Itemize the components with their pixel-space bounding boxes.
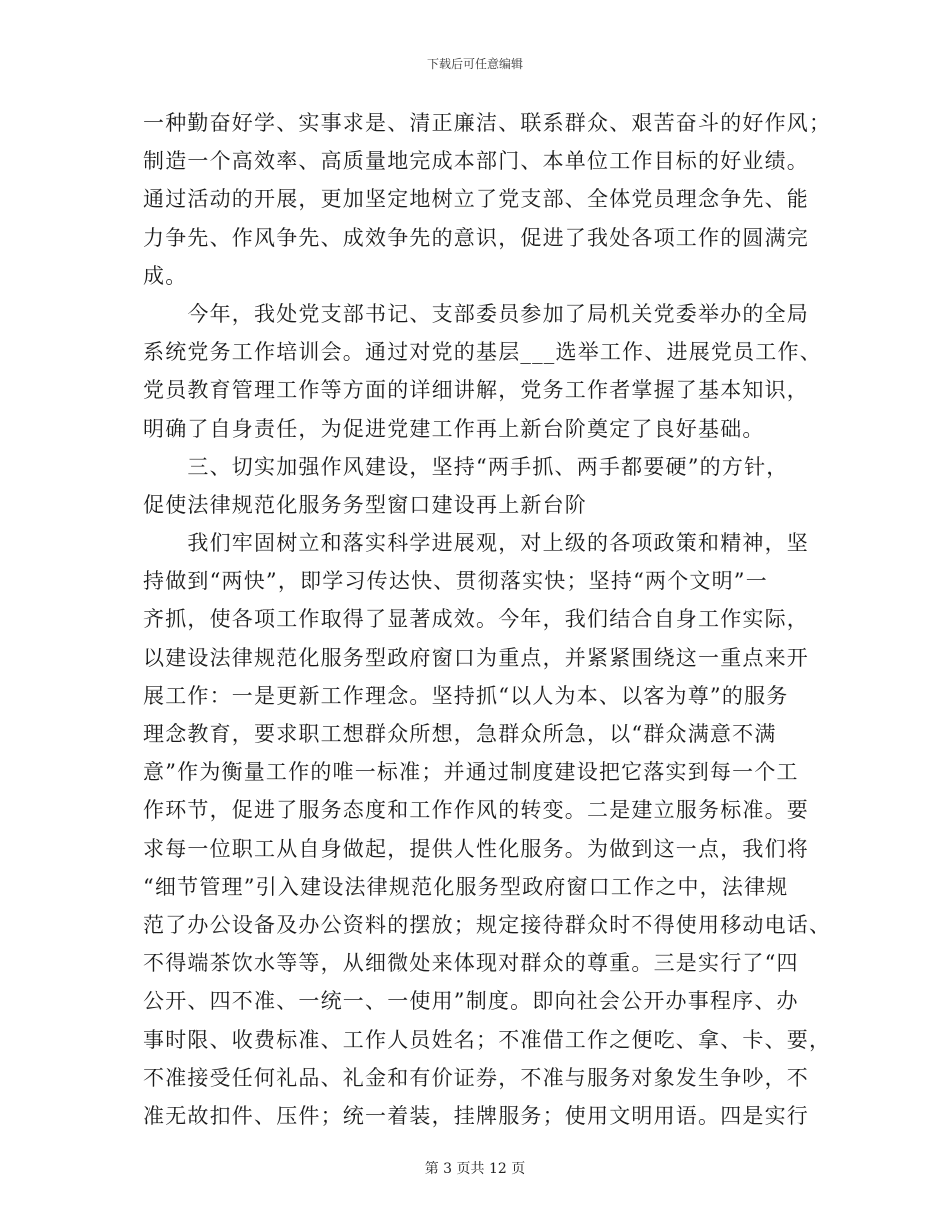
text-line: 展工作：一是更新工作理念。坚持抓“以人为本、以客为尊”的服务 bbox=[143, 683, 789, 708]
text-line: 系统党务工作培训会。通过对党的基层___选举工作、进展党员工作、 bbox=[143, 340, 822, 365]
text-line: 理念教育，要求职工想群众所想，急群众所急，以“群众满意不满 bbox=[143, 722, 777, 746]
text-line: 准无故扣件、压件；统一着装，挂牌服务；使用文明用语。四是实行 bbox=[143, 1103, 809, 1128]
text-line: 明确了自身责任，为促进党建工作再上新台阶奠定了良好基础。 bbox=[143, 416, 765, 441]
text-line: 不得端茶饮水等等，从细微处来体现对群众的尊重。三是实行了“四 bbox=[143, 951, 799, 976]
text-line: 成。 bbox=[143, 263, 188, 288]
text-line: 齐抓，使各项工作取得了显著成效。今年，我们结合自身工作实际， bbox=[143, 607, 809, 632]
page-footer: 第 3 页共 12 页 bbox=[424, 1161, 526, 1177]
text-line: 通过活动的开展，更加坚定地树立了党支部、全体党员理念争先、能 bbox=[143, 187, 809, 212]
text-line: 公开、四不准、一统一、一使用”制度。即向社会公开办事程序、办 bbox=[143, 989, 799, 1014]
text-line: 求每一位职工从自身做起，提供人性化服务。为做到这一点，我们将 bbox=[143, 836, 809, 861]
text-line: 以建设法律规范化服务型政府窗口为重点，并紧紧围绕这一重点来开 bbox=[143, 645, 809, 670]
text-line: 作环节，促进了服务态度和工作作风的转变。二是建立服务标准。要 bbox=[143, 798, 809, 823]
text-line: “细节管理”引入建设法律规范化服务型政府窗口工作之中，法律规 bbox=[143, 874, 789, 899]
document-body bbox=[143, 104, 832, 1135]
text-line: 事时限、收费标准、工作人员姓名；不准借工作之便吃、拿、卡、要， bbox=[143, 1027, 832, 1052]
text-line: 党员教育管理工作等方面的详细讲解，党务工作者掌握了基本知识， bbox=[143, 378, 809, 403]
text-line: 持做到“两快”，即学习传达快、贯彻落实快；坚持“两个文明”一 bbox=[143, 569, 768, 594]
text-line: 力争先、作风争先、成效争先的意识，促进了我处各项工作的圆满完 bbox=[143, 225, 809, 250]
text-line: 我们牢固树立和落实科学进展观，对上级的各项政策和精神，坚 bbox=[143, 531, 809, 556]
text-line: 一种勤奋好学、实事求是、清正廉洁、联系群众、艰苦奋斗的好作风； bbox=[143, 111, 832, 135]
page-header: 下载后可任意编辑 bbox=[426, 57, 523, 71]
text-line: 三、切实加强作风建设，坚持“两手抓、两手都要硬”的方针， bbox=[143, 454, 789, 479]
text-line: 今年，我处党支部书记、支部委员参加了局机关党委举办的全局 bbox=[143, 301, 809, 326]
text-line: 制造一个高效率、高质量地完成本部门、本单位工作目标的好业绩。 bbox=[143, 149, 809, 174]
text-line: 不准接受任何礼品、礼金和有价证券，不准与服务对象发生争吵，不 bbox=[143, 1065, 809, 1090]
text-line: 意”作为衡量工作的唯一标准；并通过制度建设把它落实到每一个工 bbox=[143, 760, 799, 785]
text-line: 促使法律规范化服务务型窗口建设再上新台阶 bbox=[143, 492, 587, 517]
text-line: 范了办公设备及办公资料的摆放；规定接待群众时不得使用移动电话、 bbox=[143, 912, 832, 937]
